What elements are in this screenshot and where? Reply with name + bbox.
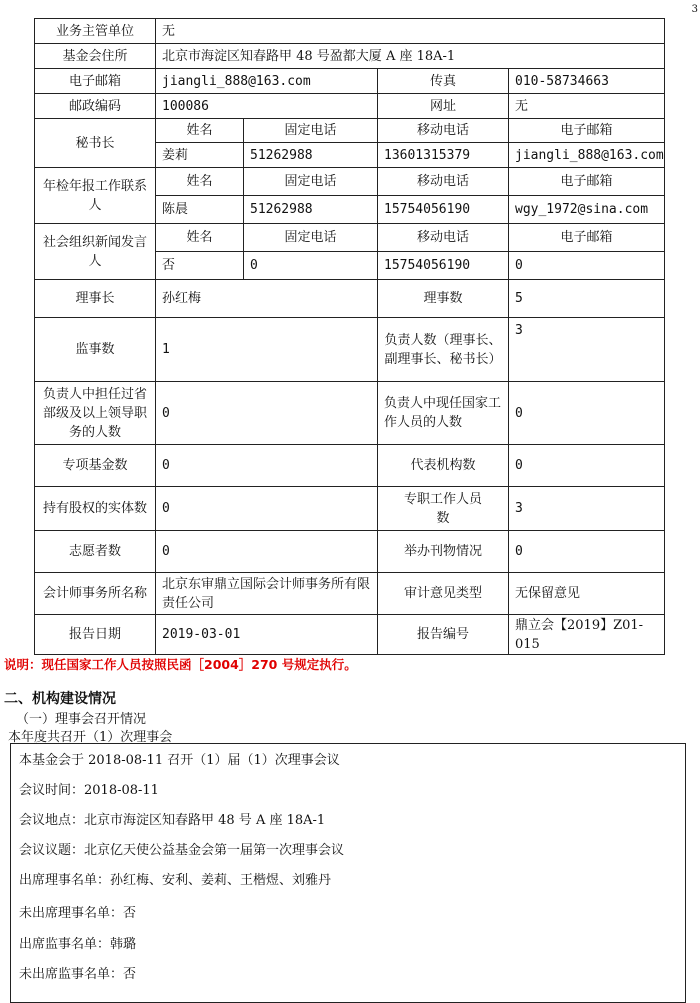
annual-contact-label: 年检年报工作联系人: [35, 168, 156, 224]
publications-label: 举办刊物情况: [378, 531, 509, 573]
audit-label: 审计意见类型: [378, 573, 509, 615]
header-name: 姓名: [156, 224, 244, 252]
meeting-time: 会议时间：2018-08-11: [19, 783, 159, 798]
foundation-info-table: [34, 18, 665, 655]
rep-offices-label: 代表机构数: [378, 445, 509, 487]
annual-contact-name: 陈晨: [156, 196, 244, 224]
annual-contact-mobile: 15754056190: [378, 196, 509, 224]
chairman-value: 孙红梅: [156, 280, 378, 318]
report-no-label: 报告编号: [378, 615, 509, 655]
meeting-topic: 会议议题：北京亿天使公益基金会第一届第一次理事会议: [19, 843, 345, 858]
directors-value: 5: [509, 280, 665, 318]
attending-directors: 出席理事名单：孙红梅、安利、姜莉、王楷煜、刘雅丹: [19, 873, 332, 888]
state-staff-value: 0: [509, 382, 665, 445]
header-email: 电子邮箱: [509, 119, 665, 143]
state-staff-label: 负责人中现任国家工作人员的人数: [378, 382, 509, 445]
header-name: 姓名: [156, 119, 244, 143]
meeting-summary: 本基金会于 2018-08-11 召开（1）届（1）次理事会议: [19, 753, 340, 768]
spokesperson-email: 0: [509, 252, 665, 280]
footnote: 说明：现任国家工作人员按照民函［2004］270 号规定执行。: [4, 657, 357, 672]
section-title: 二、机构建设情况: [4, 691, 116, 707]
header-name: 姓名: [156, 168, 244, 196]
email-label: 电子邮箱: [35, 69, 156, 94]
postcode-label: 邮政编码: [35, 94, 156, 119]
absent-supervisors: 未出席监事名单：否: [19, 967, 137, 982]
secretary-phone: 51262988: [244, 143, 378, 168]
prov-leaders-label: 负责人中担任过省部级及以上领导职务的人数: [35, 382, 156, 445]
website-value: 无: [509, 94, 665, 119]
header-email: 电子邮箱: [509, 168, 665, 196]
supervisors-value: 1: [156, 318, 378, 382]
meeting-details-box: [10, 743, 686, 1003]
publications-value: 0: [509, 531, 665, 573]
supervisors-label: 监事数: [35, 318, 156, 382]
header-phone: 固定电话: [244, 119, 378, 143]
fulltime-label: 专职工作人员数: [378, 487, 509, 531]
spokesperson-mobile: 15754056190: [378, 252, 509, 280]
fax-value: 010-58734663: [509, 69, 665, 94]
website-label: 网址: [378, 94, 509, 119]
email-value: jiangli_888@163.com: [156, 69, 378, 94]
supervisor-value: 无: [156, 19, 665, 44]
volunteers-label: 志愿者数: [35, 531, 156, 573]
equity-label: 持有股权的实体数: [35, 487, 156, 531]
audit-value: 无保留意见: [509, 573, 665, 615]
annual-contact-phone: 51262988: [244, 196, 378, 224]
subsection-title: （一）理事会召开情况: [16, 712, 147, 727]
header-mobile: 移动电话: [378, 224, 509, 252]
supervisor-label: 业务主管单位: [35, 19, 156, 44]
special-funds-value: 0: [156, 445, 378, 487]
leaders-label: 负责人数（理事长、副理事长、秘书长）: [378, 318, 509, 382]
absent-directors: 未出席理事名单：否: [19, 906, 137, 921]
accounting-label: 会计师事务所名称: [35, 573, 156, 615]
secretary-mobile: 13601315379: [378, 143, 509, 168]
header-mobile: 移动电话: [378, 168, 509, 196]
rep-offices-value: 0: [509, 445, 665, 487]
address-label: 基金会住所: [35, 44, 156, 69]
header-email: 电子邮箱: [509, 224, 665, 252]
equity-value: 0: [156, 487, 378, 531]
secretary-email: jiangli_888@163.com: [509, 143, 665, 168]
chairman-label: 理事长: [35, 280, 156, 318]
header-phone: 固定电话: [244, 224, 378, 252]
address-value: 北京市海淀区知春路甲 48 号盈都大厦 A 座 18A-1: [156, 44, 665, 69]
fulltime-value: 3: [509, 487, 665, 531]
leaders-value: 3: [509, 318, 665, 382]
spokesperson-name: 否: [156, 252, 244, 280]
secretary-name: 姜莉: [156, 143, 244, 168]
postcode-value: 100086: [156, 94, 378, 119]
meeting-location: 会议地点：北京市海淀区知春路甲 48 号 A 座 18A-1: [19, 813, 326, 828]
meeting-count: 本年度共召开（1）次理事会: [8, 730, 173, 745]
report-date-label: 报告日期: [35, 615, 156, 655]
annual-contact-email: wgy_1972@sina.com: [509, 196, 665, 224]
fax-label: 传真: [378, 69, 509, 94]
report-date-value: 2019-03-01: [156, 615, 378, 655]
spokesperson-label: 社会组织新闻发言人: [35, 224, 156, 280]
header-mobile: 移动电话: [378, 119, 509, 143]
volunteers-value: 0: [156, 531, 378, 573]
attending-supervisors: 出席监事名单：韩璐: [19, 937, 137, 952]
header-phone: 固定电话: [244, 168, 378, 196]
spokesperson-phone: 0: [244, 252, 378, 280]
secretary-label: 秘书长: [35, 119, 156, 168]
page-number: 3: [691, 4, 698, 15]
accounting-value: 北京东审鼎立国际会计师事务所有限责任公司: [156, 573, 378, 615]
report-no-value: 鼎立会【2019】Z01-015: [509, 615, 665, 655]
prov-leaders-value: 0: [156, 382, 378, 445]
directors-label: 理事数: [378, 280, 509, 318]
special-funds-label: 专项基金数: [35, 445, 156, 487]
